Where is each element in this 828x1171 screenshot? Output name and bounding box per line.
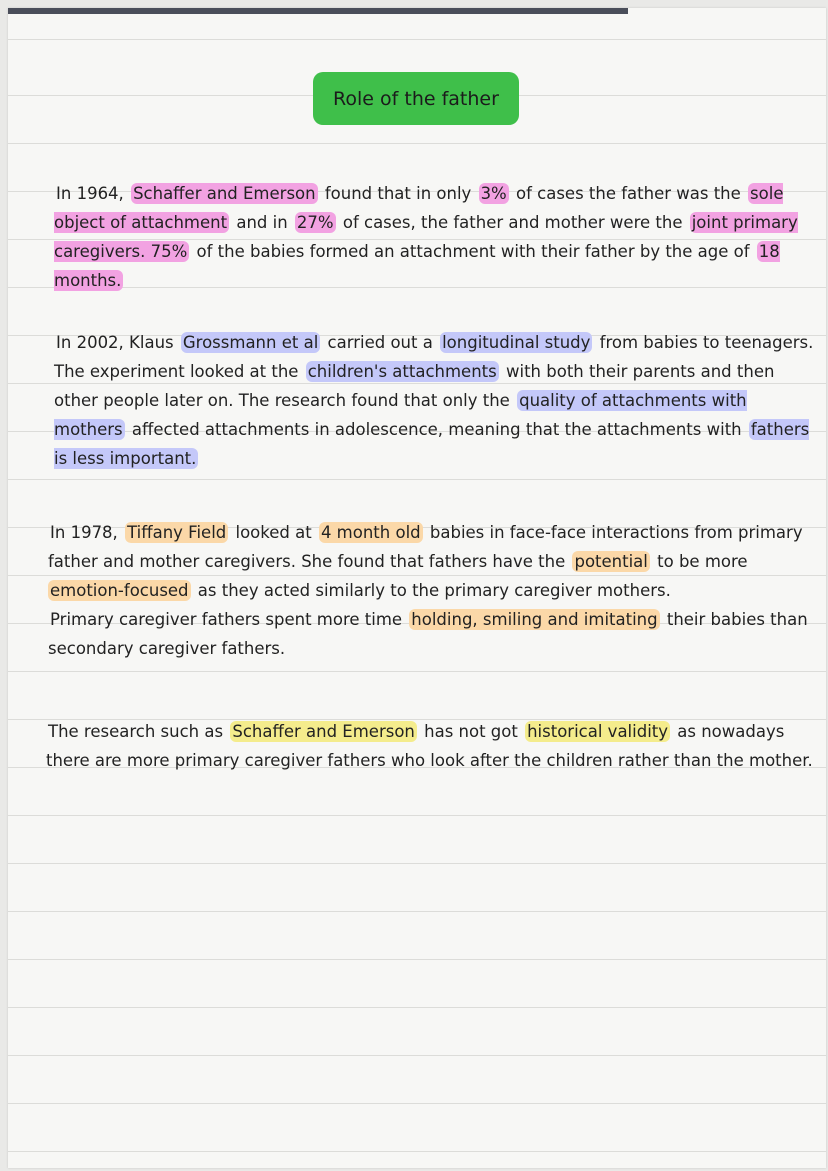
text-segment: In 1978, [50,523,124,542]
text-segment: from babies to teenagers. The experiment looked at the [54,333,814,381]
text-segment: as they acted similarly to the primary caregiver mothers. [192,581,671,600]
highlighted-text: joint primary caregivers. 75% [54,213,798,261]
highlighted-text: Schaffer and Emerson [133,184,316,203]
highlighted-text: holding, smiling and imitating [411,610,658,629]
text-segment: In 1964, [56,184,130,203]
text-segment: of the babies formed an attachment with their father by the age of [191,242,755,261]
highlighted-text: 3% [480,184,507,203]
text-segment: has not got [418,722,524,741]
highlighted-text: emotion-focused [50,581,189,600]
highlighted-text: fathers is less important. [54,420,810,468]
highlighted-text: 4 month old [320,523,421,542]
highlighted-text: potential [574,552,648,571]
highlighted-text: historical validity [527,722,669,741]
highlighted-text: Schaffer and Emerson [232,722,415,741]
text-segment: and in [231,213,293,232]
text-segment: Primary caregiver fathers spent more time [50,610,408,629]
text-segment: affected attachments in adolescence, meaning that the attachments with [126,420,747,439]
highlighted-text: Grossmann et al [182,333,319,352]
text-segment: of cases, the father and mother were the [337,213,688,232]
text-segment: of cases the father was the [510,184,747,203]
text-segment: found that in only [319,184,477,203]
text-segment: their babies than secondary caregiver fathers. [48,610,808,658]
text-segment: babies in face-face interactions from primary father and mother caregivers. She found that fathers have the [48,523,803,571]
text-segment: looked at [230,523,317,542]
title-box [313,72,519,125]
text-segment: to be more [651,552,748,571]
paragraph-1 [54,179,814,295]
highlighted-text: 18 months. [54,242,780,290]
highlighted-text: longitudinal study [442,333,591,352]
highlighted-text: sole object of attachment [54,184,784,232]
highlighted-text: Tiffany Field [127,523,227,542]
paragraph-4 [46,717,816,775]
highlighted-text: 27% [296,213,334,232]
paragraph-2 [54,328,814,473]
text-segment: with both their parents and then other people later on. The research found that only the [54,362,775,410]
highlighted-text: children's attachments [307,362,497,381]
text-segment: The research such as [48,722,229,741]
highlighted-text: quality of attachments with mothers [54,391,747,439]
top-edge-bar [8,8,628,14]
text-segment: as nowadays there are more primary caregiver fathers who look after the children rather than the mother. [46,722,813,770]
page-title: Role of the father [333,87,499,110]
paragraph-3 [48,518,818,663]
text-segment: In 2002, Klaus [56,333,179,352]
text-segment: carried out a [322,333,439,352]
